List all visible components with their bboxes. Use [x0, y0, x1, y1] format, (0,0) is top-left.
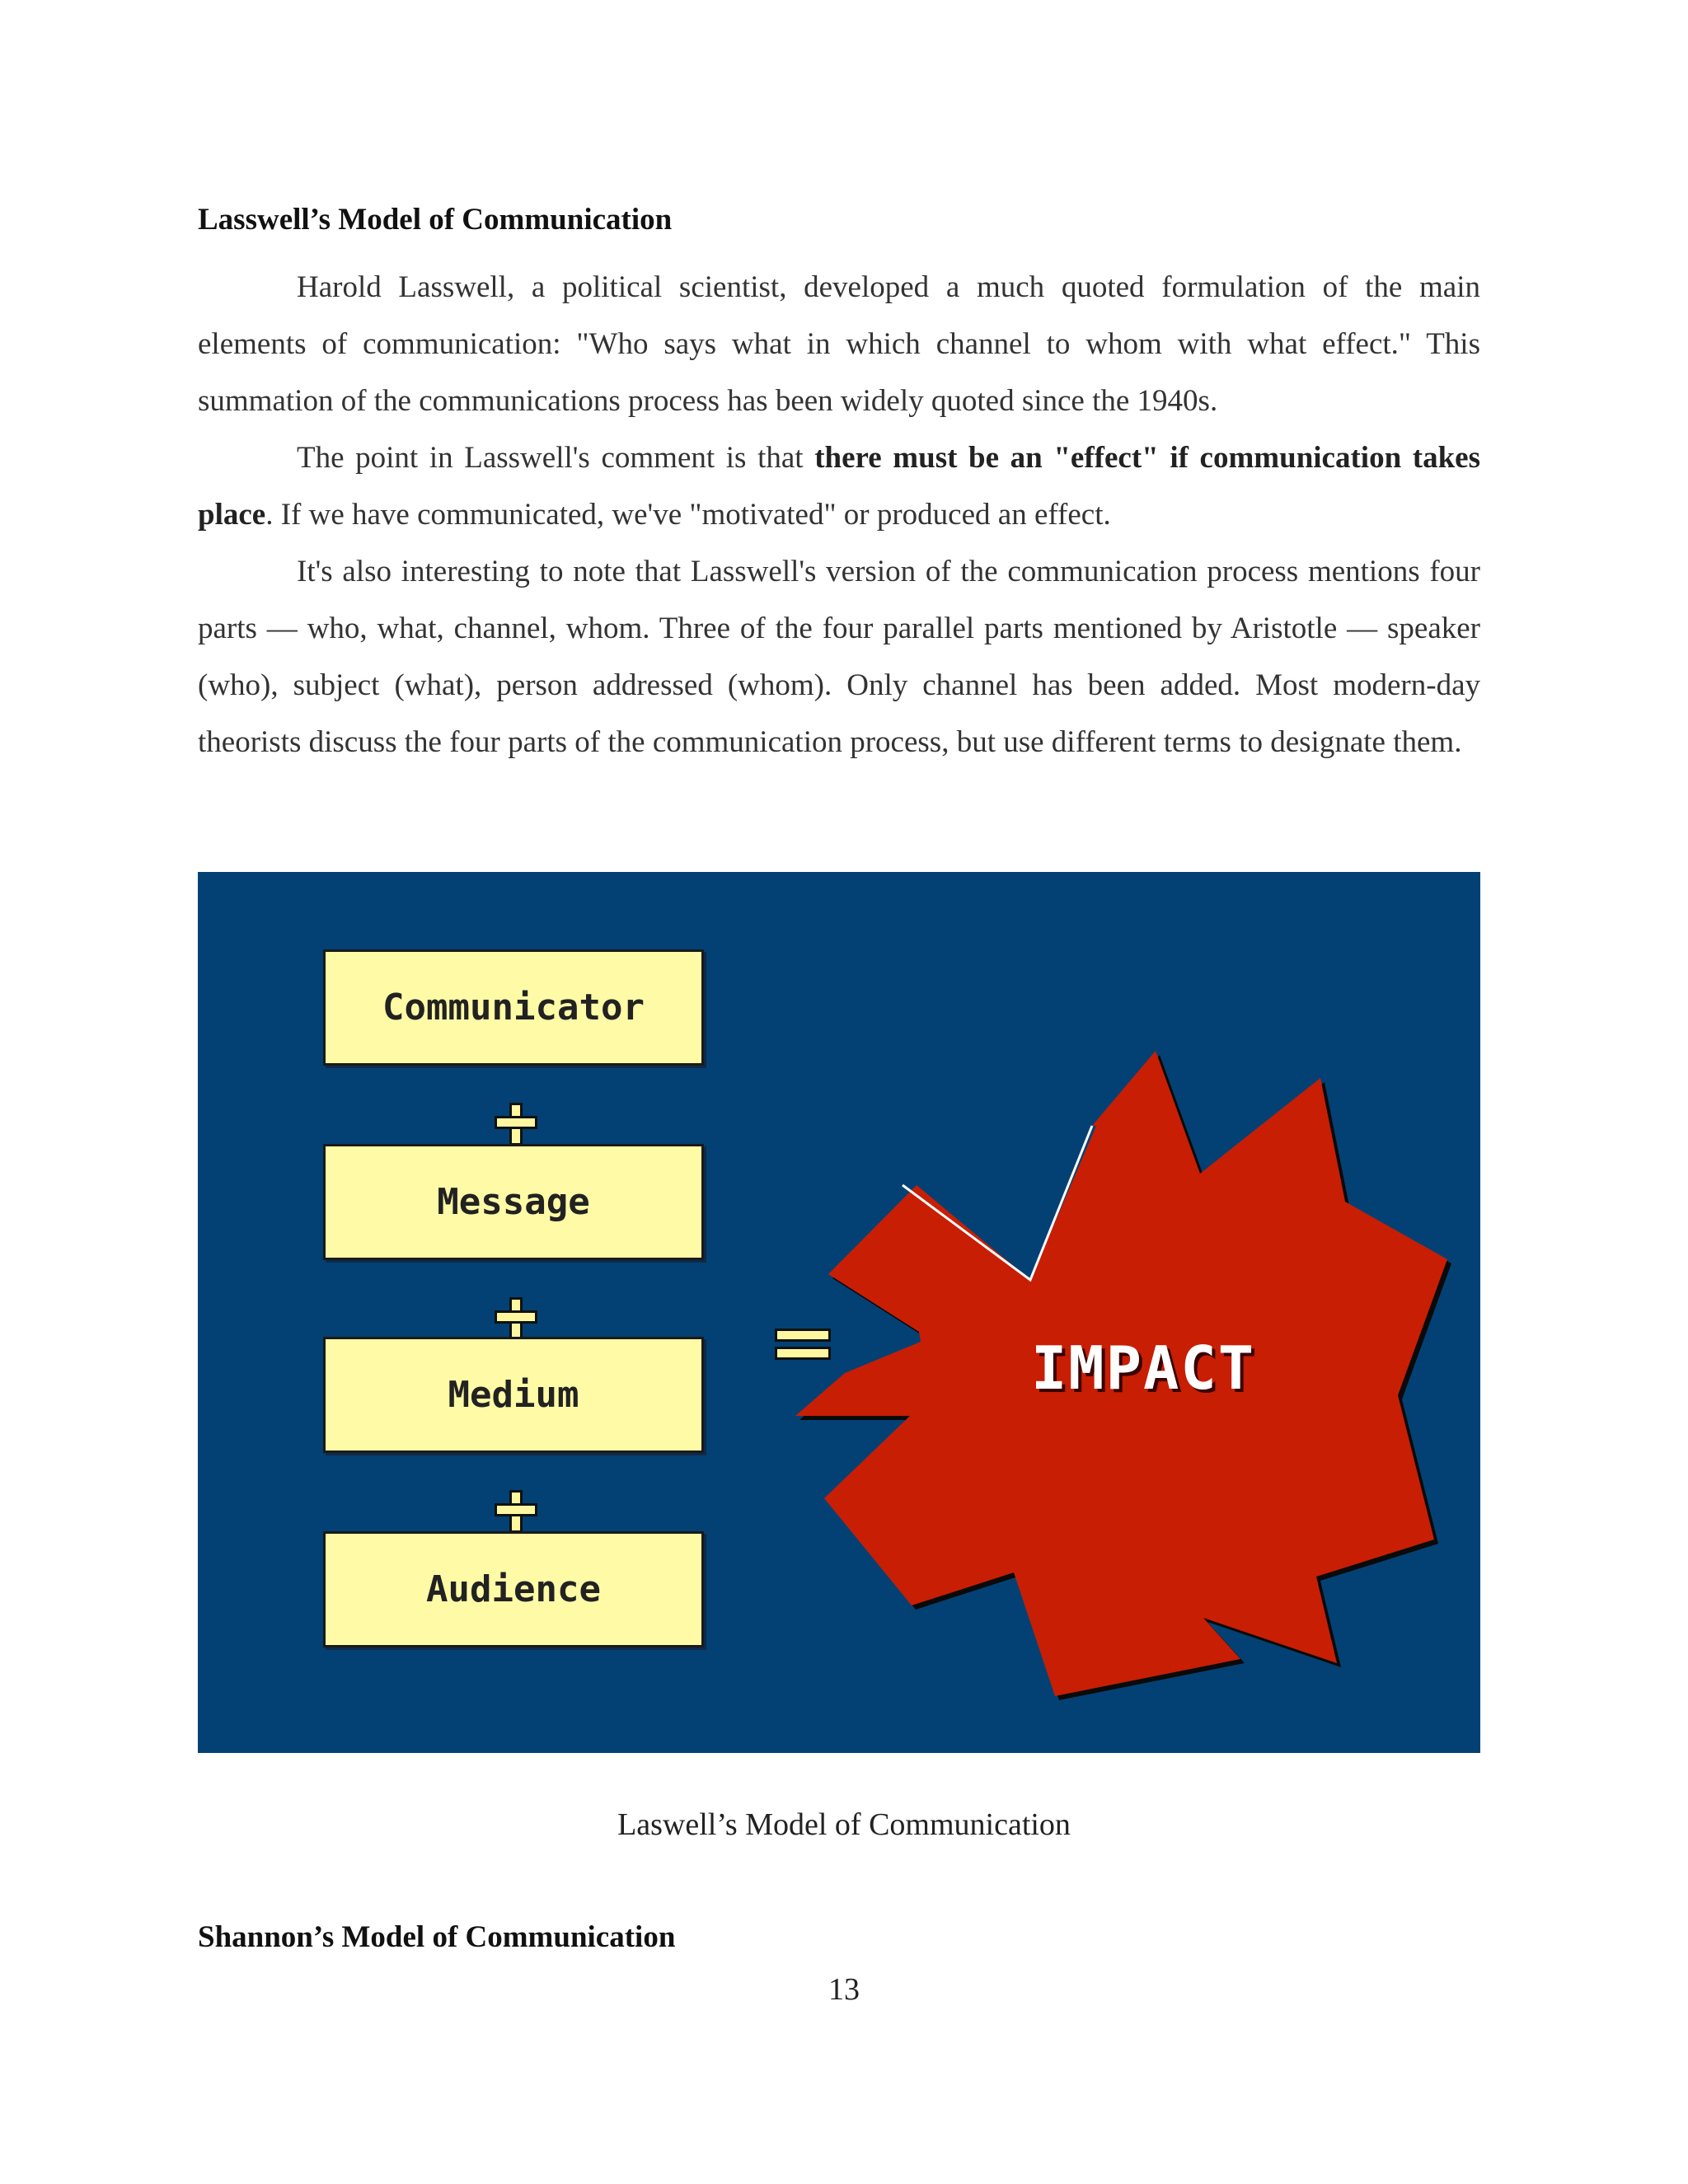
impact-burst-icon: [198, 872, 1480, 1753]
paragraph-2: [198, 429, 1480, 543]
page-number: 13: [828, 1972, 860, 2007]
figure-caption: Laswell’s Model of Communication: [617, 1807, 1071, 1842]
box-message: Message: [323, 1144, 704, 1260]
lasswell-model-diagram: [198, 872, 1480, 1753]
impact-label: IMPACT: [1030, 1333, 1256, 1403]
body-text: [198, 259, 1480, 771]
section-title-shannon: Shannon’s Model of Communication: [198, 1920, 676, 1954]
box-audience: Audience: [323, 1531, 704, 1647]
box-medium: Medium: [323, 1337, 704, 1453]
paragraph-2-suffix: . If we have communicated, we've "motivated" or produced an effect.: [265, 498, 1111, 532]
paragraph-3: It's also interesting to note that Lasswell's version of the communication process mentions four parts — who, what, channel, whom. Three of the four parallel parts mentioned by Aristotle — speaker (who), subject (what), person addressed (whom). Only channel has been added. Most modern-day theorists discuss the four parts of the communication process, but use different terms to designate them.: [198, 555, 1480, 759]
section-title-lasswell: Lasswell’s Model of Communication: [198, 203, 673, 237]
box-communicator: Communicator: [323, 949, 704, 1066]
paragraph-1: Harold Lasswell, a political scientist, developed a much quoted formulation of the main elements of communication: "Who says what in which channel to whom with what effect." This summation of the communications process has been widely quoted since the 1940s.: [198, 270, 1480, 418]
paragraph-2-prefix: The point in Lasswell's comment is that: [297, 441, 815, 475]
paragraph-2-emphasis: there must be an "effect" if communication takes place: [198, 441, 1481, 532]
